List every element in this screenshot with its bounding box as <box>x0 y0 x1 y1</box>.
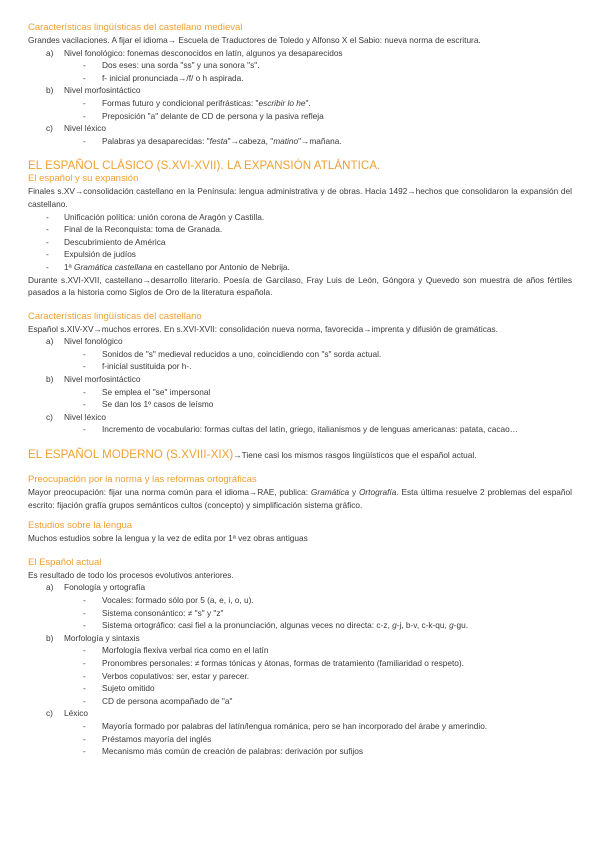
list-item: - CD de persona acompañado de "a" <box>83 695 233 706</box>
paragraph: Español s.XIV-XV→muchos errores. En s.XVI-XVII: consolidación nueva norma, favorecida→imprenta y difusión de gramáticas. <box>28 323 498 334</box>
paragraph: Finales s.XV→consolidación castellano en la Península: lengua administrativa y de obras. Hacia 1492→hechos que consolidaron la expansión del castellano. <box>28 186 572 209</box>
list-item: - Sistema consonántico: ≠ "s" y "z" <box>83 607 224 618</box>
list-item: - Vocales: formado sólo por 5 (a, e, i, o, u). <box>83 595 254 605</box>
list-item: - Expulsión de judíos <box>46 249 136 260</box>
paragraph: Muchos estudios sobre la lengua y la vez de edita por 1ª vez obras antiguas <box>28 533 308 544</box>
list-item: - Descubrimiento de América <box>46 236 166 247</box>
list-item: - Préstamos mayoría del inglés <box>83 733 212 744</box>
section-heading-actual: El Español actual <box>28 556 102 568</box>
list-item: c) Léxico <box>46 708 88 719</box>
list-item: a) Nivel fonológico: fonemas desconocidos en latín, algunos ya desaparecidos <box>46 47 343 58</box>
section-heading-medieval: Características lingüísticas del castellano medieval <box>28 22 243 33</box>
section-heading-caracteristicas: Características lingüísticas del castellano <box>28 310 202 322</box>
list-item: - Unificación política: unión corona de Aragón y Castilla. <box>46 211 265 222</box>
paragraph: Durante s.XVI-XVII, castellano→desarrollo literario. Poesía de Garcilaso, Fray Luis de León, Góngora y Quevedo son muestra de años fértiles pasados a la historia como Siglos de Oro de la literatura española. <box>28 274 572 298</box>
list-item: - Sistema ortográfico: casi fiel a la pronunciación, algunas veces no directa: c-z, g-j, b-v, c-k-qu, g-gu. <box>83 620 469 631</box>
list-item: - Palabras ya desaparecidas: "festa"→cabeza, "matino"→mañana. <box>83 135 342 146</box>
list-item: b) Nivel morfosintáctico <box>46 374 141 385</box>
subheading: El español y su expansión <box>28 173 139 185</box>
list-item: - Sujeto omitido <box>83 683 155 694</box>
list-item: - Dos eses: una sorda "ss" y una sonora "s". <box>83 60 260 71</box>
list-item: b) Morfología y sintaxis <box>46 632 140 643</box>
subheading: Preocupación por la norma y las reformas ortográficas <box>28 474 257 486</box>
list-item: - Mecanismo más común de creación de palabras: derivación por sufijos <box>83 746 364 757</box>
list-item: - Morfología flexiva verbal rica como en el latín <box>83 645 269 656</box>
list-item: - Se emplea el "se" impersonal <box>83 386 211 397</box>
paragraph: Mayor preocupación: fijar una norma común para el idioma→RAE, publica: Gramática y Ortografía. Esta última resuelve 2 problemas del español escrito: fijación grafía grupos semánticos cultos (concepto) y simplificación sistema gráfico. <box>28 487 572 510</box>
list-item: - Incremento de vocabulario: formas cultas del latín, griego, italianismos y de lenguas americanas: patata, cacao… <box>83 424 518 435</box>
list-item: c) Nivel léxico <box>46 123 106 134</box>
list-item: - f-inicial sustituida por h-. <box>83 361 192 372</box>
list-item: - f- inicial pronunciada→/f/ o h aspirada. <box>83 72 244 83</box>
list-item: - Mayoría formado por palabras del latín/lengua románica, pero se han incorporado del árabe y amerindio. <box>83 720 488 731</box>
list-item: - Verbos copulativos: ser, estar y parecer. <box>83 670 250 681</box>
paragraph: Grandes vacilaciones. A fijar el idioma→ Escuela de Traductores de Toledo y Alfonso X el Sabio: nueva norma de escritura. <box>28 35 481 45</box>
list-item: a) Fonología y ortografía <box>46 582 146 593</box>
list-item: c) Nivel léxico <box>46 411 106 422</box>
subheading: Estudios sobre la lengua <box>28 520 133 532</box>
list-item: - Formas futuro y condicional perifrásticas: "escribir lo he". <box>83 97 311 108</box>
paragraph: Es resultado de todo los procesos evolutivos anteriores. <box>28 569 234 580</box>
list-item: - Se dan los 1º casos de leísmo <box>83 399 214 410</box>
list-item: - Final de la Reconquista: toma de Granada. <box>46 224 223 235</box>
section-heading-moderno: EL ESPAÑOL MODERNO (S.XVIII-XIX)→Tiene casi los mismos rasgos lingüísticos que el español actual. <box>28 449 477 462</box>
list-item: b) Nivel morfosintáctico <box>46 85 141 96</box>
section-heading-clasico: EL ESPAÑOL CLÁSICO (S.XVI-XVII). LA EXPANSIÓN ATLÁNTICA. <box>28 160 381 173</box>
list-item: - Preposición "a" delante de CD de persona y la pasiva refleja <box>83 110 324 121</box>
list-item: - Pronombres personales: ≠ formas tónicas y átonas, formas de tratamiento (familiaridad o respeto). <box>83 657 464 668</box>
list-item: a) Nivel fonológico <box>46 336 123 347</box>
list-item: - 1ª Gramática castellana en castellano por Antonio de Nebrija. <box>46 261 290 272</box>
list-item: - Sonidos de "s" medieval reducidos a uno, coincidiendo con "s" sorda actual. <box>83 348 382 359</box>
